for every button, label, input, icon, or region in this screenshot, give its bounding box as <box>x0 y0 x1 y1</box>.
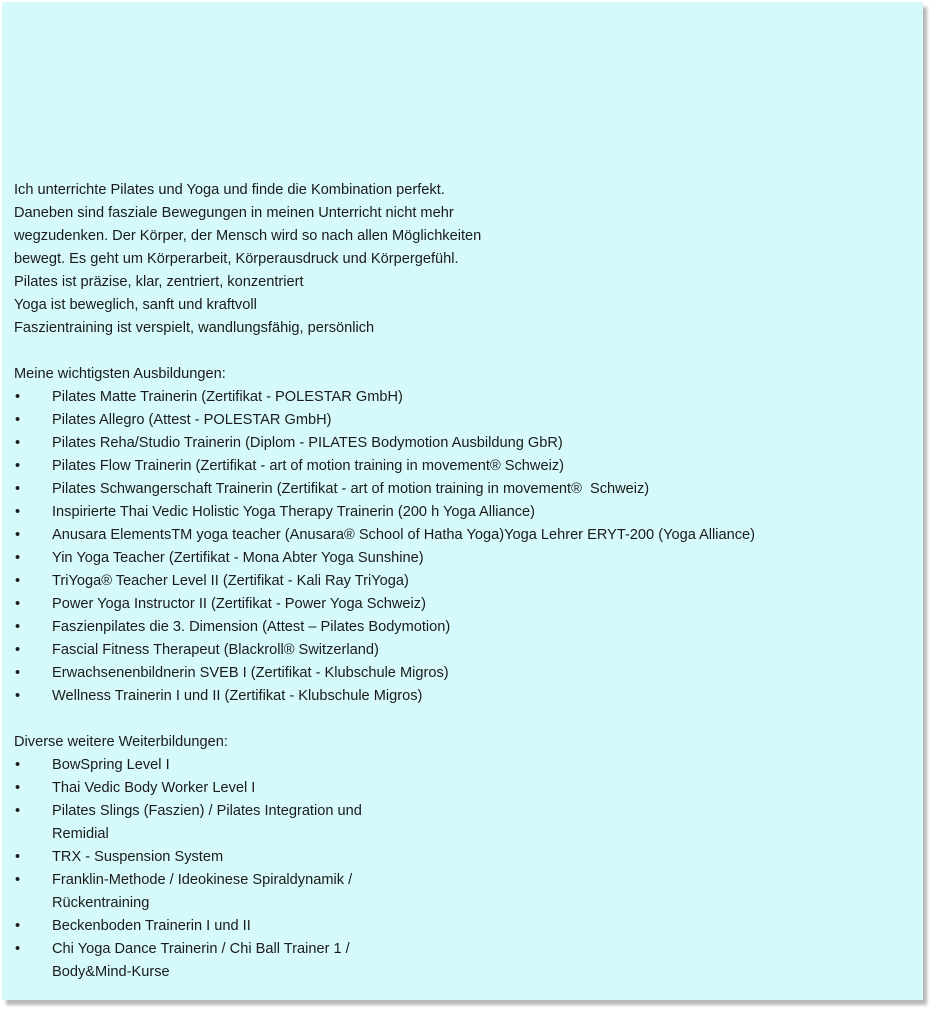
list-item <box>14 938 914 984</box>
list-item <box>14 915 914 938</box>
list-item-text: Beckenboden Trainerin I und II <box>52 918 251 934</box>
bullet-icon: • <box>15 688 21 704</box>
list-item-text: Inspirierte Thai Vedic Holistic Yoga Therapy Trainerin (200 h Yoga Alliance) <box>52 504 535 520</box>
list-item <box>14 524 914 547</box>
list-item <box>14 570 914 593</box>
bullet-icon: • <box>15 780 21 796</box>
bullet-icon: • <box>15 550 21 566</box>
bullet-icon: • <box>15 665 21 681</box>
list-item-text: Pilates Reha/Studio Trainerin (Diplom - PILATES Bodymotion Ausbildung GbR) <box>52 435 563 451</box>
spacer <box>14 340 914 363</box>
bullet-icon: • <box>15 872 21 888</box>
list-item <box>14 869 914 915</box>
list-item-text: Anusara ElementsTM yoga teacher (Anusara® School of Hatha Yoga)Yoga Lehrer ERYT-200 (Yoga Alliance) <box>52 527 756 543</box>
bullet-icon: • <box>15 642 21 658</box>
list-item-text: Pilates Matte Trainerin (Zertifikat - POLESTAR GmbH) <box>52 389 403 405</box>
main-training-section <box>14 363 914 708</box>
list-item <box>14 777 914 800</box>
list-item <box>14 685 914 708</box>
intro-line: wegzudenken. Der Körper, der Mensch wird so nach allen Möglichkeiten <box>14 228 482 244</box>
list-item <box>14 478 914 501</box>
list-item-text: Faszienpilates die 3. Dimension (Attest – Pilates Bodymotion) <box>52 619 451 635</box>
main-training-list <box>14 386 914 708</box>
bullet-icon: • <box>15 573 21 589</box>
list-item <box>14 386 914 409</box>
bullet-icon: • <box>15 504 21 520</box>
list-item-text: Wellness Trainerin I und II (Zertifikat - Klubschule Migros) <box>52 688 423 704</box>
list-item-text: Pilates Allegro (Attest - POLESTAR GmbH) <box>52 412 332 428</box>
content-panel <box>2 2 923 1000</box>
list-item <box>14 616 914 639</box>
intro-line: Yoga ist beweglich, sanft und kraftvoll <box>14 297 257 313</box>
list-item-text: Thai Vedic Body Worker Level I <box>52 780 256 796</box>
list-item-text: Pilates Flow Trainerin (Zertifikat - art of motion training in movement® Schweiz) <box>52 458 564 474</box>
bullet-icon: • <box>15 941 21 957</box>
intro-line: Faszientraining ist verspielt, wandlungsfähig, persönlich <box>14 320 375 336</box>
list-item <box>14 432 914 455</box>
intro-paragraph <box>14 179 914 340</box>
bullet-icon: • <box>15 435 21 451</box>
list-item-text: Pilates Schwangerschaft Trainerin (Zertifikat - art of motion training in movement® Schweiz) <box>52 481 650 497</box>
list-item-text: Fascial Fitness Therapeut (Blackroll® Switzerland) <box>52 642 379 658</box>
text-content <box>14 179 914 984</box>
list-item-text: Franklin-Methode / Ideokinese Spiraldynamik / Rückentraining <box>52 872 353 911</box>
list-item-text: Yin Yoga Teacher (Zertifikat - Mona Abter Yoga Sunshine) <box>52 550 424 566</box>
intro-line: Ich unterrichte Pilates und Yoga und finde die Kombination perfekt. <box>14 182 445 198</box>
list-item <box>14 639 914 662</box>
further-training-list <box>14 754 914 984</box>
bullet-icon: • <box>15 527 21 543</box>
bullet-icon: • <box>15 619 21 635</box>
bullet-icon: • <box>15 458 21 474</box>
list-item-text: Power Yoga Instructor II (Zertifikat - Power Yoga Schweiz) <box>52 596 426 612</box>
list-item-text: BowSpring Level I <box>52 757 170 773</box>
bullet-icon: • <box>15 757 21 773</box>
main-training-heading: Meine wichtigsten Ausbildungen: <box>14 366 226 382</box>
list-item-text: Pilates Slings (Faszien) / Pilates Integration und Remidial <box>52 803 362 842</box>
bullet-icon: • <box>15 389 21 405</box>
list-item <box>14 846 914 869</box>
bullet-icon: • <box>15 412 21 428</box>
list-item <box>14 547 914 570</box>
spacer <box>14 708 914 731</box>
intro-line: bewegt. Es geht um Körperarbeit, Körperausdruck und Körpergefühl. <box>14 251 459 267</box>
bullet-icon: • <box>15 918 21 934</box>
list-item <box>14 754 914 777</box>
list-item-text: TRX - Suspension System <box>52 849 224 865</box>
bullet-icon: • <box>15 849 21 865</box>
list-item-text: Erwachsenenbildnerin SVEB I (Zertifikat - Klubschule Migros) <box>52 665 449 681</box>
list-item <box>14 593 914 616</box>
bullet-icon: • <box>15 481 21 497</box>
list-item <box>14 501 914 524</box>
intro-line: Daneben sind fasziale Bewegungen in meinen Unterricht nicht mehr <box>14 205 454 221</box>
list-item <box>14 409 914 432</box>
list-item <box>14 800 914 846</box>
further-training-heading: Diverse weitere Weiterbildungen: <box>14 734 228 750</box>
further-training-section <box>14 731 914 984</box>
bullet-icon: • <box>15 596 21 612</box>
list-item-text: TriYoga® Teacher Level II (Zertifikat - Kali Ray TriYoga) <box>52 573 409 589</box>
list-item-text: Chi Yoga Dance Trainerin / Chi Ball Trainer 1 / Body&Mind-Kurse <box>52 941 350 980</box>
list-item <box>14 662 914 685</box>
bullet-icon: • <box>15 803 21 819</box>
list-item <box>14 455 914 478</box>
intro-line: Pilates ist präzise, klar, zentriert, konzentriert <box>14 274 304 290</box>
